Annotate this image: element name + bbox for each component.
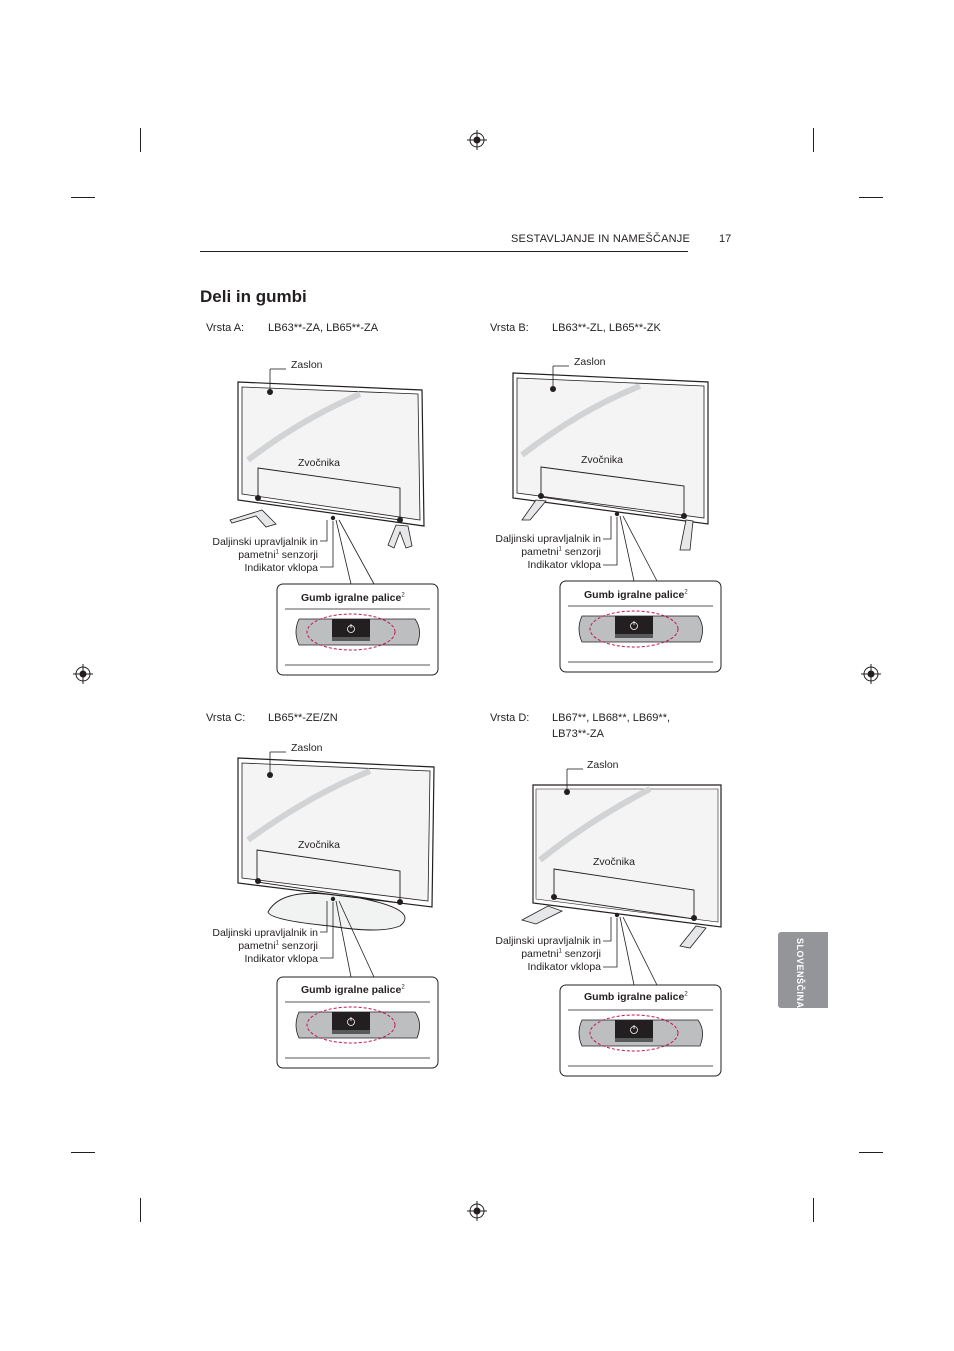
screen-label: Zaslon bbox=[291, 742, 323, 754]
screen-label: Zaslon bbox=[291, 359, 323, 371]
screen-label: Zaslon bbox=[574, 356, 606, 368]
sensor-label: pametni$^1$ senzorji bbox=[521, 948, 601, 960]
page-number: 17 bbox=[719, 233, 732, 245]
type-a-label: Vrsta A: bbox=[206, 322, 245, 334]
joystick-button-label: Gumb igralne palice$^2$ bbox=[584, 589, 688, 601]
type-b-label: Vrsta B: bbox=[490, 322, 529, 334]
power-indicator-label: Indikator vklopa bbox=[527, 961, 601, 973]
remote-label: Daljinski upravljalnik in bbox=[495, 935, 601, 947]
joystick-button-label: Gumb igralne palice$^2$ bbox=[301, 592, 405, 604]
remote-label: Daljinski upravljalnik in bbox=[212, 927, 318, 939]
running-header: SESTAVLJANJE IN NAMEŠČANJE bbox=[511, 233, 690, 245]
remote-label: Daljinski upravljalnik in bbox=[212, 536, 318, 548]
sensor-label: pametni$^1$ senzorji bbox=[238, 940, 318, 952]
type-d-label: Vrsta D: bbox=[490, 712, 530, 724]
power-indicator-label: Indikator vklopa bbox=[527, 559, 601, 571]
type-d-models-line2: LB73**-ZA bbox=[552, 728, 604, 740]
speaker-label: Zvočnika bbox=[581, 454, 624, 466]
speaker-label: Zvočnika bbox=[298, 839, 341, 851]
joystick-button-label: Gumb igralne palice$^2$ bbox=[584, 991, 688, 1003]
tv-c bbox=[238, 752, 438, 1068]
type-d-models: LB67**, LB68**, LB69**, bbox=[552, 712, 671, 724]
page-title: Deli in gumbi bbox=[200, 287, 307, 306]
screen-label: Zaslon bbox=[587, 759, 619, 771]
type-b-models: LB63**-ZL, LB65**-ZK bbox=[552, 322, 661, 334]
sensor-label: pametni$^1$ senzorji bbox=[521, 546, 601, 558]
language-tab: SLOVENŠČINA bbox=[778, 932, 828, 1008]
speaker-label: Zvočnika bbox=[593, 856, 636, 868]
power-indicator-label: Indikator vklopa bbox=[244, 562, 318, 574]
type-a-models: LB63**-ZA, LB65**-ZA bbox=[268, 322, 379, 334]
sensor-label: pametni$^1$ senzorji bbox=[238, 549, 318, 561]
speaker-label: Zvočnika bbox=[298, 457, 341, 469]
type-c-label: Vrsta C: bbox=[206, 712, 246, 724]
tv-b bbox=[513, 366, 721, 672]
tv-a bbox=[230, 369, 438, 675]
joystick-button-label: Gumb igralne palice$^2$ bbox=[301, 984, 405, 996]
remote-label: Daljinski upravljalnik in bbox=[495, 533, 601, 545]
tv-d bbox=[522, 769, 721, 1076]
power-indicator-label: Indikator vklopa bbox=[244, 953, 318, 965]
type-c-models: LB65**-ZE/ZN bbox=[268, 712, 338, 724]
